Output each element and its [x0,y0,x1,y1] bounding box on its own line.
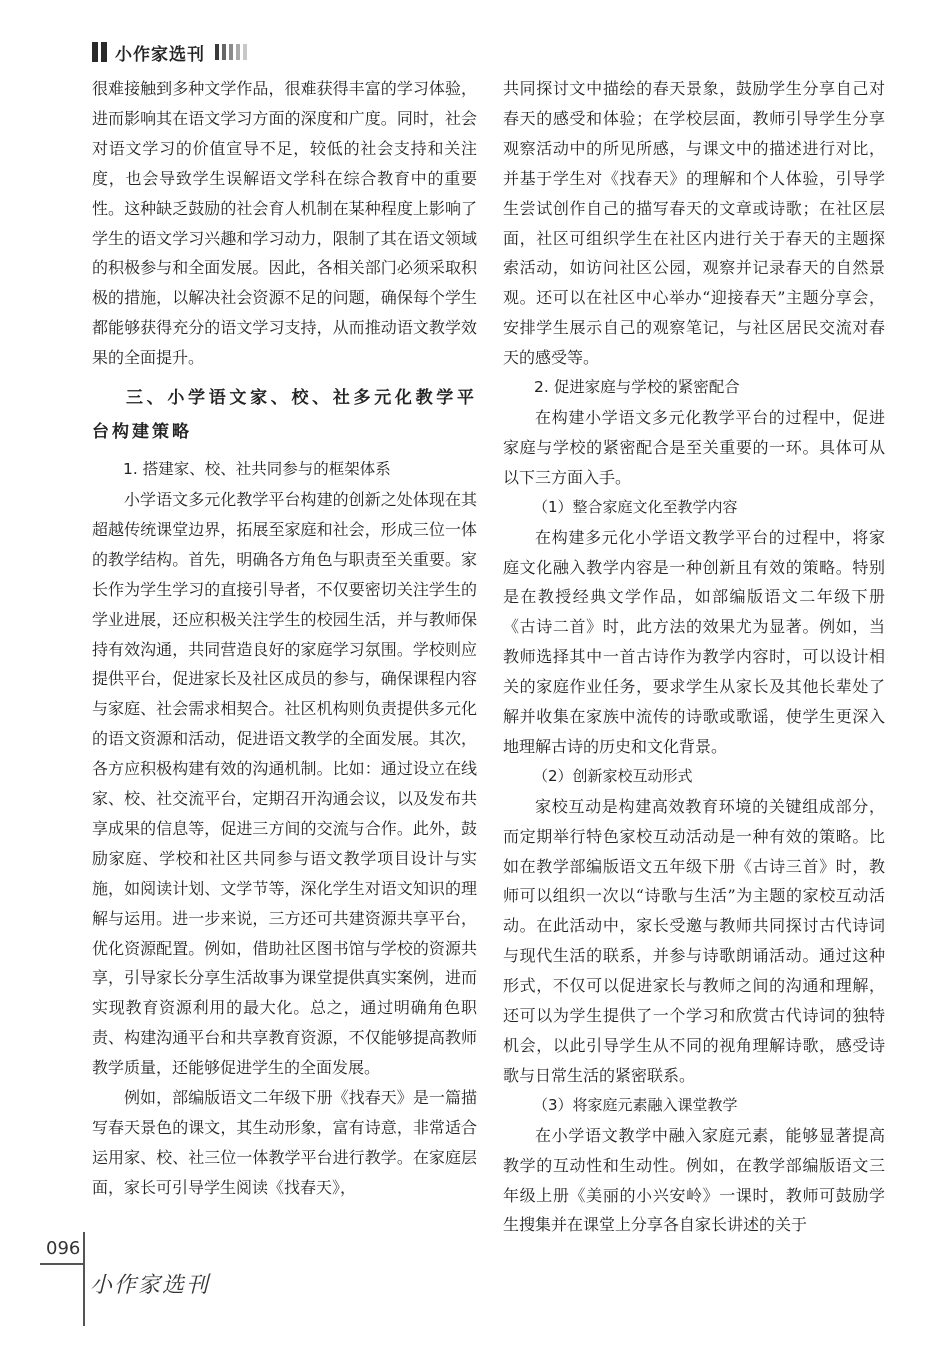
sub-subsection-heading: （3）将家庭元素融入课堂教学 [533,1095,738,1114]
footer-divider [40,1263,84,1265]
paragraph: 小学语文多元化教学平台构建的创新之处体现在其超越传统课堂边界，拓展至家庭和社会，形成三位一体的教学结构。首先，明确各方角色与职责至关重要。家长作为学生学习的直接引导者，不仅要密切关注学生的学业进展，还应积极关注学生的校园生活，并与教师保持有效沟通，共同营造良好的家庭学习氛围。学校则应提供平台，促进家长及社区成员的参与，确保课程内容与家庭、社会需求相契合。社区机构则负责提供多元化的语文资源和活动，促进语文教学的全面发展。其次，各方应积极构建有效的沟通机制。比如：通过设立在线家、校、社交流平台，定期召开沟通会议，以及发布共享成果的信息等，促进三方间的交流与合作。此外，鼓励家庭、学校和社区共同参与语文教学项目设计与实施，如阅读计划、文学节等，深化学生对语文知识的理解与运用。进一步来说，三方还可共建资源共享平台，优化资源配置。例如，借助社区图书馆与学校的资源共享，引导家长分享生活故事为课堂提供真实案例，进而实现教育资源利用的最大化。总之，通过明确角色职责、构建沟通平台和共享教育资源，不仅能够提高教师教学质量，还能够促进学生的全面发展。 [92,489,477,1078]
section-heading: 三、小学语文家、校、社多元化教学平台构建策略 [92,388,477,443]
header-bars-icon [92,42,107,62]
sub-subsection-heading: （1）整合家庭文化至教学内容 [533,497,738,516]
running-header [92,38,247,66]
right-column [503,74,885,1240]
paragraph: 共同探讨文中描绘的春天景象，鼓励学生分享自己对春天的感受和体验；在学校层面，教师引导学生分享观察活动中的所见所感，与课文中的描述进行对比，并基于学生对《找春天》的理解和个人体验，引导学生尝试创作自己的描写春天的文章或诗歌；在社区层面，社区可组织学生在社区内进行关于春天的主题探索活动，如访问社区公园，观察并记录春天的自然景观。还可以在社区中心举办“迎接春天”主题分享会，安排学生展示自己的观察笔记，与社区居民交流对春天的感受等。 [503,79,885,368]
page-number: 096 [46,1238,81,1259]
paragraph: 在小学语文教学中融入家庭元素，能够显著提高教学的互动性和生动性。例如，在教学部编版语文三年级上册《美丽的小兴安岭》一课时，教师可鼓励学生搜集并在课堂上分享各自家长讲述的关于 [503,1125,885,1235]
subsection-heading: 2. 促进家庭与学校的紧密配合 [534,378,740,397]
footer-divider [83,1232,85,1326]
paragraph: 很难接触到多种文学作品，很难获得丰富的学习体验，进而影响其在语文学习方面的深度和广度。同时，社会对语文学习的价值宣导不足，较低的社会支持和关注度，也会导致学生误解语文学科在综合教育中的重要性。这种缺乏鼓励的社会育人机制在某种程度上影响了学生的语文学习兴趣和学习动力，限制了其在语文领域的积极参与和全面发展。因此，各相关部门必须采取积极的措施，以解决社会资源不足的问题，确保每个学生都能够获得充分的语文学习支持，从而推动语文教学效果的全面提升。 [92,79,477,368]
journal-title: 小作家选刊 [115,44,205,65]
sub-subsection-heading: （2）创新家校互动形式 [533,766,693,785]
paragraph: 例如，部编版语文二年级下册《找春天》是一篇描写春天景色的课文，其生动形象，富有诗意，非常适合运用家、校、社三位一体教学平台进行教学。在家庭层面，家长可引导学生阅读《找春天》， [92,1088,477,1197]
left-column [92,74,477,1203]
paragraph: 在构建多元化小学语文教学平台的过程中，将家庭文化融入教学内容是一种创新且有效的策略。特别是在教授经典文学作品，如部编版语文二年级下册《古诗二首》时，此方法的效果尤为显著。例如，当教师选择其中一首古诗作为教学内容时，可以设计相关的家庭作业任务，要求学生从家长及其他长辈处了解并收集在家族中流传的诗歌或歌谣，使学生更深入地理解古诗的历史和文化背景。 [503,527,885,756]
subsection-heading: 1. 搭建家、校、社共同参与的框架体系 [123,460,391,479]
paragraph: 家校互动是构建高效教育环境的关键组成部分，而定期举行特色家校互动活动是一种有效的策略。比如在教学部编版语文五年级下册《古诗三首》时，教师可以组织一次以“诗歌与生活”为主题的家校互动活动。在此活动中，家长受邀与教师共同探讨古代诗词与现代生活的联系，并参与诗歌朗诵活动。通过这种形式，不仅可以促进家长与教师之间的沟通和理解，还可以为学生提供了一个学习和欣赏古代诗词的独特机会，以此引导学生从不同的视角理解诗歌，感受诗歌与日常生活的紧密联系。 [503,796,885,1085]
footer-logo: 小作家选刊 [90,1273,211,1298]
paragraph: 在构建小学语文多元化教学平台的过程中，促进家庭与学校的紧密配合是至关重要的一环。具体可从以下三方面入手。 [503,407,885,487]
header-stripes-icon [215,44,247,60]
